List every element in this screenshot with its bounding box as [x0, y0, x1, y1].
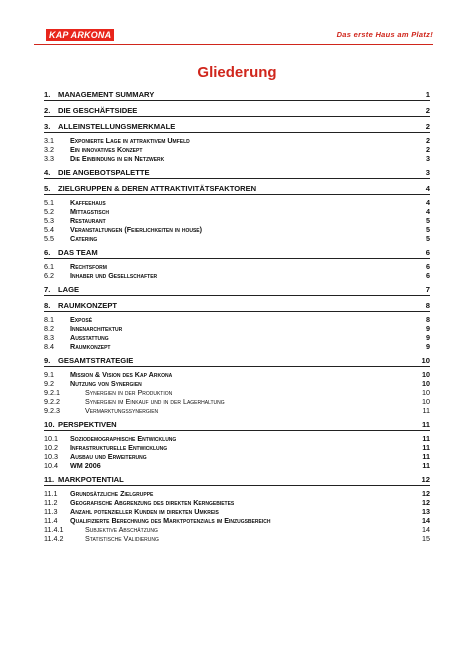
toc-entry-number: 5.4	[44, 225, 54, 234]
toc-entry-page: 9	[426, 324, 430, 333]
toc-entry-row[interactable]	[44, 434, 430, 443]
toc-entry-title: ALLEINSTELLUNGSMERKMALE	[58, 122, 176, 131]
toc-entry-row[interactable]	[44, 489, 430, 498]
toc-entry-number: 10.	[44, 420, 55, 429]
toc-entry-page: 8	[426, 315, 430, 324]
toc-entry-number: 6.	[44, 248, 51, 257]
toc-entry-title: Subjektive Abschätzung	[85, 525, 158, 534]
toc-section-row[interactable]	[44, 122, 430, 133]
toc-entry-number: 9.	[44, 356, 51, 365]
toc-entry-number: 5.3	[44, 216, 54, 225]
toc-entry-number: 1.	[44, 90, 51, 99]
toc-entry-title: Die Einbindung in ein Netzwerk	[70, 154, 165, 163]
toc-entry-title: DIE GESCHÄFTSIDEE	[58, 106, 138, 115]
toc-entry-title: Exponierte Lage in attraktivem Umfeld	[70, 136, 190, 145]
toc-entry-title: Nutzung von Synergien	[70, 379, 142, 388]
toc-entry-row[interactable]	[44, 370, 430, 379]
toc-entry-number: 5.2	[44, 207, 54, 216]
brand-logo: KAP ARKONA	[46, 29, 114, 41]
toc-entry-row[interactable]	[44, 507, 430, 516]
toc-entry-title: DAS TEAM	[58, 248, 98, 257]
toc-entry-page: 11	[422, 406, 430, 415]
toc-entry-page: 9	[426, 342, 430, 351]
toc-entry-page: 3	[426, 154, 430, 163]
toc-section-row[interactable]	[44, 168, 430, 179]
toc-entry-number: 11.4.1	[44, 525, 64, 534]
toc-section-row[interactable]	[44, 475, 430, 486]
toc-entry-title: Inhaber und Gesellschafter	[70, 271, 158, 280]
toc-entry-number: 6.2	[44, 271, 54, 280]
toc-entry-number: 9.2	[44, 379, 54, 388]
toc-entry-row[interactable]	[44, 379, 430, 388]
toc-entry-page: 15	[422, 534, 430, 543]
toc-entry-title: ZIELGRUPPEN & DEREN ATTRAKTIVITÄTSFAKTOREN	[58, 184, 257, 193]
toc-entry-row[interactable]	[44, 234, 430, 243]
toc-entry-page: 11	[422, 452, 430, 461]
toc-entry-number: 5.	[44, 184, 51, 193]
toc-entry-number: 9.2.1	[44, 388, 60, 397]
header-divider	[34, 44, 433, 45]
toc-entry-page: 5	[426, 216, 430, 225]
toc-entry-title: PERSPEKTIVEN	[58, 420, 117, 429]
toc-entry-page: 11	[422, 443, 430, 452]
toc-entry-title: LAGE	[58, 285, 80, 294]
toc-entry-page: 8	[425, 301, 430, 310]
toc-entry-title: Restaurant	[70, 216, 106, 225]
toc-entry-page: 10	[422, 379, 430, 388]
toc-entry-title: Mission & Vision des Kap Arkona	[70, 370, 173, 379]
toc-entry-title: Synergien im Einkauf und in der Lagerhaltung	[85, 397, 225, 406]
toc-entry-page: 6	[425, 248, 430, 257]
toc-entry-page: 11	[422, 434, 430, 443]
toc-entry-number: 4.	[44, 168, 51, 177]
toc-entry-title: Grundsätzliche Zielgruppe	[70, 489, 154, 498]
toc-entry-number: 7.	[44, 285, 51, 294]
toc-entry-title: Exposé	[70, 315, 93, 324]
toc-entry-number: 3.2	[44, 145, 54, 154]
toc-entry-number: 11.	[44, 475, 55, 484]
toc-entry-title: RAUMKONZEPT	[58, 301, 118, 310]
toc-entry-page: 2	[426, 136, 430, 145]
toc-entry-number: 10.4	[44, 461, 58, 470]
toc-entry-row[interactable]	[44, 333, 430, 342]
toc-entry-row[interactable]	[44, 216, 430, 225]
toc-entry-number: 11.4	[44, 516, 58, 525]
toc-entry-row[interactable]	[44, 271, 430, 280]
toc-entry-number: 3.1	[44, 136, 54, 145]
toc-entry-number: 9.1	[44, 370, 54, 379]
toc-entry-row[interactable]	[44, 525, 430, 534]
toc-section-row[interactable]	[44, 248, 430, 259]
toc-entry-number: 8.2	[44, 324, 54, 333]
toc-entry-number: 5.5	[44, 234, 54, 243]
toc-entry-page: 12	[422, 489, 430, 498]
toc-entry-page: 2	[425, 106, 430, 115]
page-title: Gliederung	[197, 64, 277, 81]
toc-entry-row[interactable]	[44, 136, 430, 145]
toc-entry-page: 3	[425, 168, 430, 177]
toc-entry-page: 5	[426, 234, 430, 243]
toc-entry-number: 11.3	[44, 507, 58, 516]
toc-entry-number: 9.2.3	[44, 406, 60, 415]
toc-entry-row[interactable]	[44, 315, 430, 324]
toc-entry-page: 10	[421, 356, 430, 365]
toc-section-row[interactable]	[44, 420, 430, 431]
toc-entry-row[interactable]	[44, 324, 430, 333]
toc-entry-page: 10	[422, 370, 430, 379]
toc-entry-title: Infrastrukturelle Entwicklung	[70, 443, 168, 452]
toc-entry-row[interactable]	[44, 145, 430, 154]
toc-entry-row[interactable]	[44, 498, 430, 507]
toc-entry-page: 2	[425, 122, 430, 131]
toc-entry-title: Soziodemographische Entwicklung	[70, 434, 177, 443]
toc-entry-title: Synergien in der Produktion	[85, 388, 173, 397]
toc-entry-title: Ein innovatives Konzept	[70, 145, 143, 154]
toc-entry-page: 5	[426, 225, 430, 234]
toc-entry-page: 9	[426, 333, 430, 342]
toc-section-row[interactable]	[44, 285, 430, 296]
toc-entry-number: 3.3	[44, 154, 54, 163]
toc-section-row[interactable]	[44, 90, 430, 101]
toc-entry-title: Raumkonzept	[70, 342, 111, 351]
toc-entry-row[interactable]	[44, 406, 430, 415]
toc-entry-title: Geografische Abgrenzung des direkten Kerngebietes	[70, 498, 235, 507]
toc-entry-page: 13	[422, 507, 430, 516]
toc-entry-row[interactable]	[44, 342, 430, 351]
toc-entry-page: 11	[422, 461, 430, 470]
toc-entry-page: 10	[422, 388, 430, 397]
toc-entry-row[interactable]	[44, 198, 430, 207]
toc-entry-page: 1	[425, 90, 430, 99]
toc-entry-number: 10.2	[44, 443, 58, 452]
toc-entry-title: MARKPOTENTIAL	[58, 475, 124, 484]
toc-entry-number: 3.	[44, 122, 51, 131]
toc-entry-number: 8.	[44, 301, 51, 310]
toc-entry-title: Anzahl potenzieller Kunden im direkten Umkreis	[70, 507, 219, 516]
toc-entry-page: 7	[425, 285, 430, 294]
toc-entry-number: 10.1	[44, 434, 58, 443]
toc-entry-number: 11.1	[44, 489, 58, 498]
toc-entry-title: WM 2006	[70, 461, 101, 470]
page-header	[34, 29, 433, 43]
toc-entry-number: 8.3	[44, 333, 54, 342]
toc-entry-title: Rechtsform	[70, 262, 107, 271]
toc-entry-title: Innenarchitektur	[70, 324, 123, 333]
toc-entry-number: 11.4.2	[44, 534, 64, 543]
toc-entry-row[interactable]	[44, 388, 430, 397]
toc-entry-page: 14	[422, 516, 430, 525]
toc-entry-title: Statistische Validierung	[85, 534, 159, 543]
toc-entry-row[interactable]	[44, 397, 430, 406]
toc-entry-title: Veranstaltungen (Feierlichkeiten in house)	[70, 225, 203, 234]
toc-section-row[interactable]	[44, 356, 430, 367]
toc-entry-title: Catering	[70, 234, 98, 243]
toc-entry-title: MANAGEMENT SUMMARY	[58, 90, 155, 99]
toc-entry-row[interactable]	[44, 461, 430, 470]
toc-entry-number: 8.4	[44, 342, 54, 351]
toc-entry-page: 4	[426, 198, 430, 207]
toc-entry-page: 6	[426, 271, 430, 280]
toc-entry-title: DIE ANGEBOTSPALETTE	[58, 168, 150, 177]
toc-entry-row[interactable]	[44, 225, 430, 234]
toc-entry-page: 10	[422, 397, 430, 406]
toc-entry-page: 11	[421, 420, 430, 429]
toc-entry-page: 12	[422, 498, 430, 507]
toc-entry-page: 2	[426, 145, 430, 154]
toc-entry-title: Mittagstisch	[70, 207, 109, 216]
toc-entry-title: Qualifizierte Berechnung des Marktpotenzials im Einzugsbereich	[70, 516, 271, 525]
toc-entry-number: 11.2	[44, 498, 58, 507]
toc-entry-page: 6	[426, 262, 430, 271]
toc-entry-row[interactable]	[44, 262, 430, 271]
toc-entry-page: 4	[426, 207, 430, 216]
toc-entry-title: Kaffeehaus	[70, 198, 106, 207]
toc-section-row[interactable]	[44, 106, 430, 117]
toc-entry-title: Vermarktungssynergien	[85, 406, 159, 415]
toc-entry-row[interactable]	[44, 207, 430, 216]
toc-entry-number: 6.1	[44, 262, 54, 271]
toc-entry-number: 9.2.2	[44, 397, 60, 406]
toc-entry-page: 12	[421, 475, 430, 484]
toc-entry-number: 10.3	[44, 452, 58, 461]
toc-entry-title: GESAMTSTRATEGIE	[58, 356, 134, 365]
toc-entry-number: 8.1	[44, 315, 54, 324]
toc-entry-page: 4	[425, 184, 430, 193]
toc-section-row[interactable]	[44, 301, 430, 312]
toc-entry-title: Ausbau und Erweiterung	[70, 452, 147, 461]
toc-entry-row[interactable]	[44, 452, 430, 461]
toc-entry-number: 2.	[44, 106, 51, 115]
toc-section-row[interactable]	[44, 184, 430, 195]
toc-entry-row[interactable]	[44, 443, 430, 452]
toc-entry-row[interactable]	[44, 516, 430, 525]
toc-entry-number: 5.1	[44, 198, 54, 207]
toc-entry-title: Ausstattung	[70, 333, 109, 342]
toc-entry-page: 14	[422, 525, 430, 534]
table-of-contents	[44, 90, 430, 543]
toc-entry-row[interactable]	[44, 154, 430, 163]
header-tagline: Das erste Haus am Platz!	[336, 30, 433, 39]
toc-entry-row[interactable]	[44, 534, 430, 543]
